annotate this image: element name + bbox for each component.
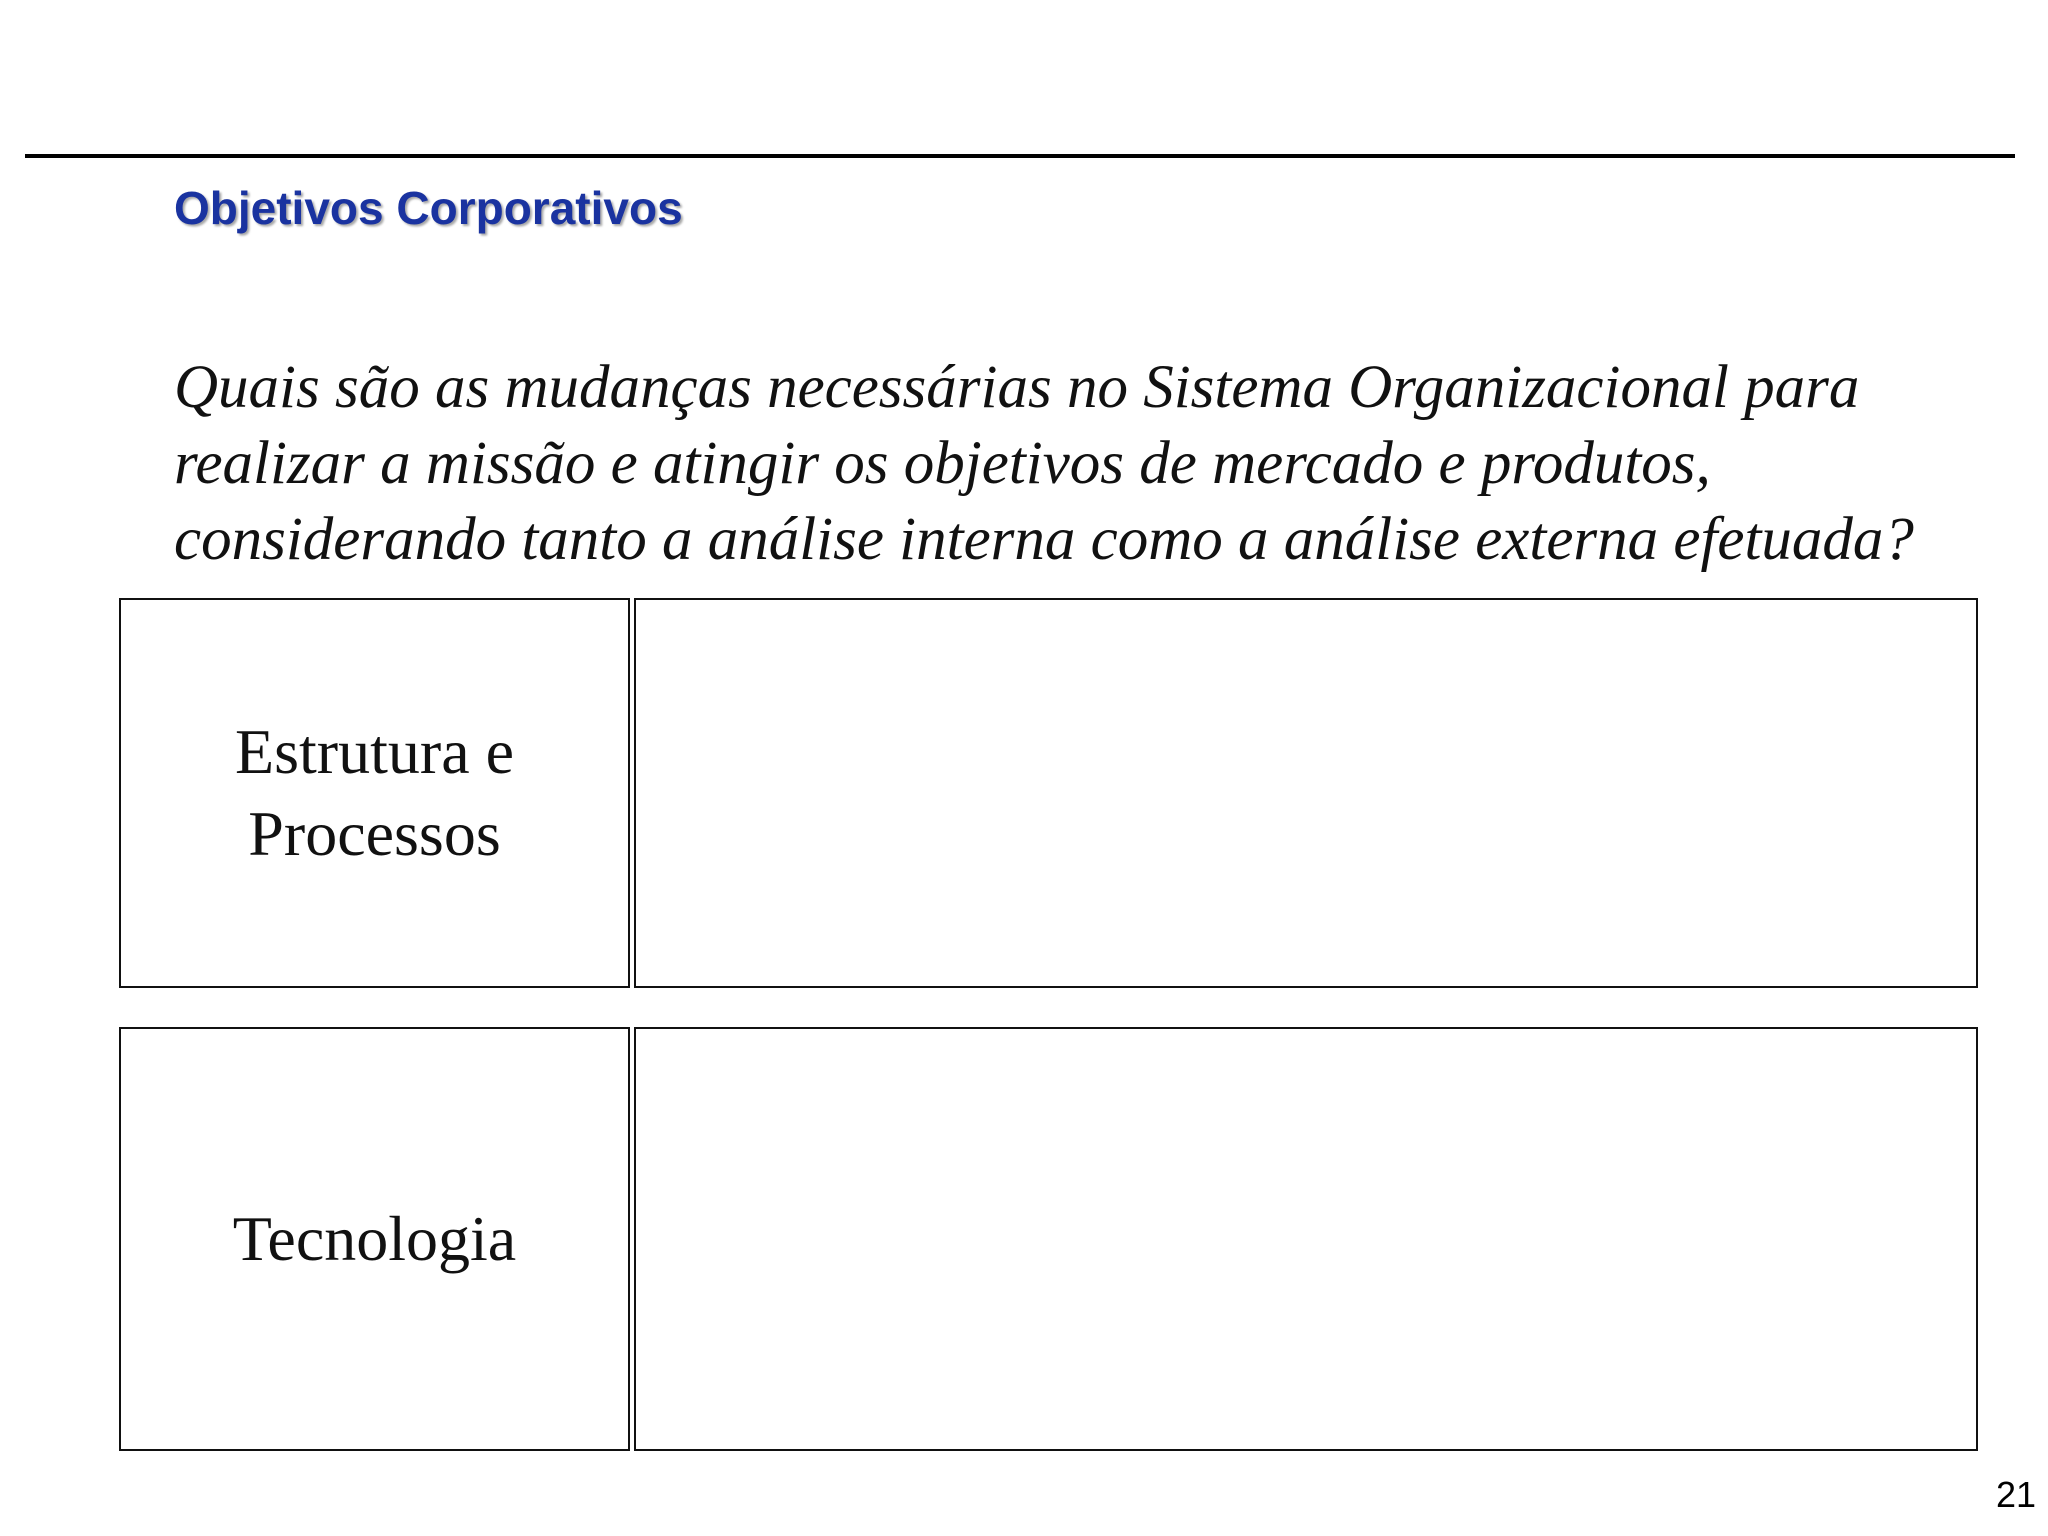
slide-title: Objetivos Corporativos: [174, 182, 683, 234]
row-content-box-structure[interactable]: [634, 598, 1978, 988]
row-label-line: Processos: [248, 798, 501, 869]
question-line: realizar a missão e atingir os objetivos de mercado e produtos,: [174, 430, 1711, 497]
question-text: [174, 350, 1994, 578]
row-label-box-structure: [119, 598, 630, 988]
row-label-structure: [235, 711, 514, 875]
header-divider: [25, 154, 2015, 158]
row-content-box-technology[interactable]: [634, 1027, 1978, 1451]
question-line: considerando tanto a análise interna como a análise externa efetuada?: [174, 506, 1914, 573]
row-label-line: Estrutura e: [235, 716, 514, 787]
page-number: 21: [1995, 1474, 2036, 1515]
row-label-box-technology: [119, 1027, 630, 1451]
row-label-technology: [233, 1198, 516, 1280]
row-label-line: Tecnologia: [232, 1203, 517, 1274]
question-line: Quais são as mudanças necessárias no Sistema Organizacional para: [174, 354, 1860, 421]
